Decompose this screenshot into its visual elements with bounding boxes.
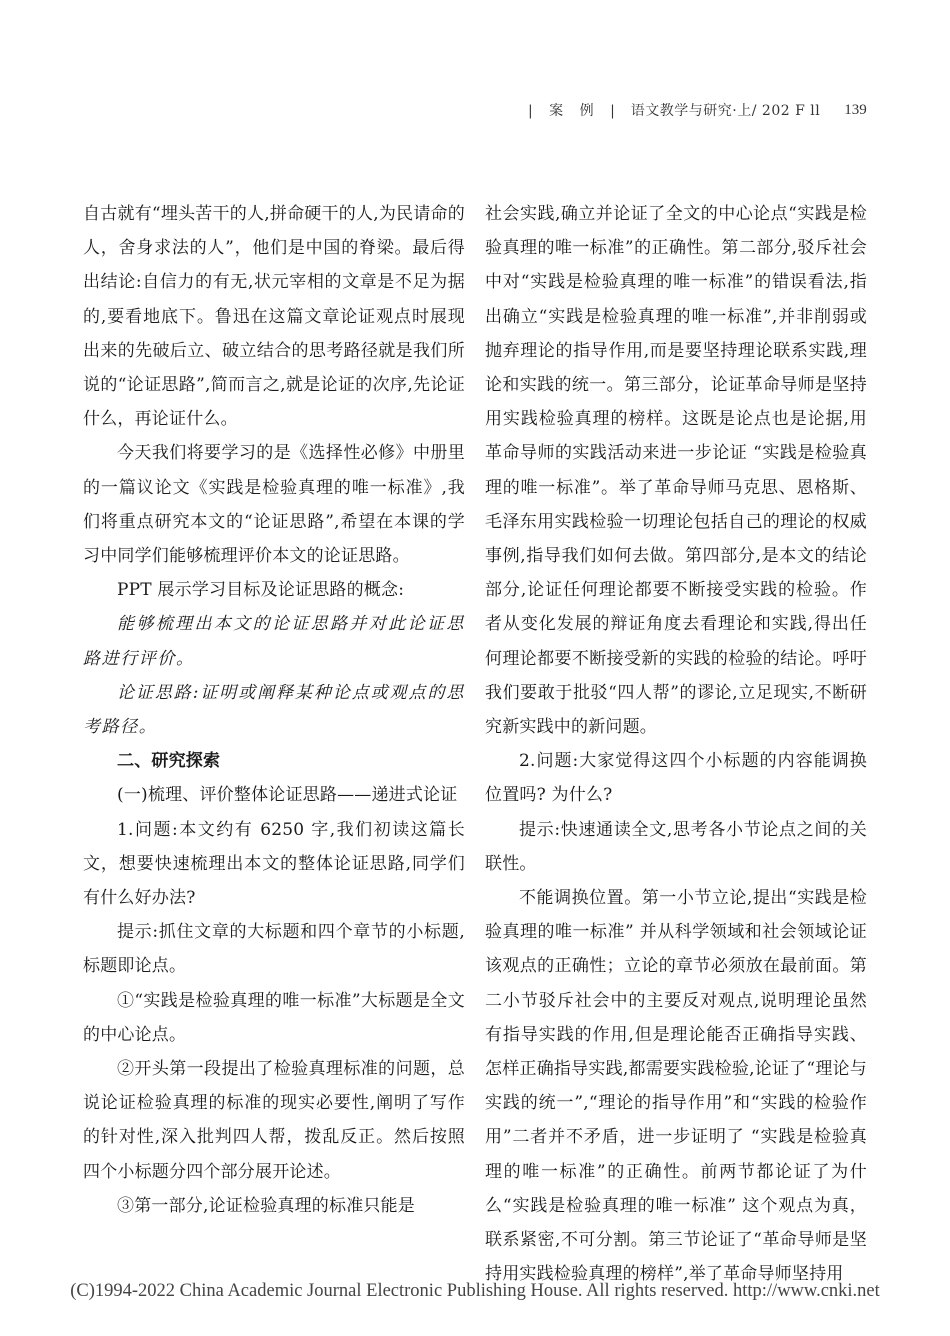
learning-goal-text: 能够梳理出本文的论证思路并对此论证思路进行评价。: [83, 614, 465, 669]
definition-text: 论证思路:证明或阐释某种论点或观点的思考路径。: [83, 682, 465, 738]
paragraph: ②开头第一段提出了检验真理标准的问题，总说论证检验真理的标准的现实必要性,阐明了写作的针对性,深入批判四人帮，拨乱反正。然后按照四个小标题分四个部分展开论述。: [83, 1059, 465, 1182]
section-heading: 二、研究探索: [117, 751, 221, 772]
journal-title: 语文教学与研究·上/ 202 F ll: [630, 103, 821, 119]
paragraph: 社会实践,确立并论证了全文的中心论点“实践是检验真理的唯一标准”的正确性。第二部分,驳斥社会中对“实践是检验真理的唯一标准”的错误看法,指出确立“实践是检验真理的唯一标准”,并非削弱或抛弃理论的指导作用,而是要坚持理论联系实践,理论和实践的统一。第三部分，论证革命导师是坚持用实践检验真理的榜样。这既是论点也是论据,用革命导师的实践活动来进一步论证 “实践是检验真理的唯一标准”。举了革命导师马克思、恩格斯、毛泽东用实践检验一切理论包括自己的理论的权威事例,指导我们如何去做。第四部分,是本文的结论部分,论证任何理论都要不断接受实践的检验。作者从变化发展的辩证角度去看理论和实践,得出任何理论都要不断接受新的实践的检验的结论。呼吁我们要敢于批驳“四人帮”的谬论,立足现实,不断研究新实践中的新问题。: [485, 204, 867, 738]
paragraph: 2.问题:大家觉得这四个小标题的内容能调换位置吗? 为什么?: [485, 751, 867, 806]
subsection-heading: (一)梳理、评价整体论证思路——递进式论证: [117, 785, 458, 806]
right-column: [485, 197, 867, 1292]
paragraph: 今天我们将要学习的是《选择性必修》中册里的一篇议论文《实践是检验真理的唯一标准》,我们将重点研究本文的“论证思路”,希望在本课的学习中同学们能够梳理评价本文的论证思路。: [83, 443, 465, 567]
left-column: [83, 197, 465, 1223]
paragraph: ①“实践是检验真理的唯一标准”大标题是全文的中心论点。: [83, 990, 465, 1045]
running-header: [528, 98, 868, 122]
paragraph: 自古就有“埋头苦干的人,拼命硬干的人,为民请命的人，舍身求法的人”，他们是中国的脊梁。最后得出结论:自信力的有无,状元宰相的文章是不足为据的,要看地底下。鲁迅在这篇文章论证观点时展现出来的先破后立、破立结合的思考路径就是我们所说的“论证思路”,简而言之,就是论证的次序,先论证什么，再论证什么。: [83, 204, 465, 430]
section-label: | 案 例 |: [528, 103, 621, 119]
paragraph: ③第一部分,论证检验真理的标准只能是: [117, 1195, 416, 1216]
page-number: 139: [844, 101, 867, 118]
paragraph: PPT 展示学习目标及论证思路的概念:: [117, 580, 405, 601]
copyright-footer: (C)1994-2022 China Academic Journal Electronic Publishing House. All rights reserved. http://www.cnki.net: [70, 1281, 880, 1301]
paragraph: 提示:快速通读全文,思考各小节论点之间的关联性。: [485, 819, 867, 874]
paragraph: 1.问题:本文约有 6250 字,我们初读这篇长文，想要快速梳理出本文的整体论证思路,同学们有什么好办法?: [83, 819, 465, 909]
paragraph: 提示:抓住文章的大标题和四个章节的小标题,标题即论点。: [83, 922, 465, 977]
paragraph: 不能调换位置。第一小节立论,提出“实践是检验真理的唯一标准” 并从科学领域和社会领域论证该观点的正确性；立论的章节必须放在最前面。第二小节驳斥社会中的主要反对观点,说明理论虽然有指导实践的作用,但是理论能否正确指导实践、怎样正确指导实践,都需要实践检验,论证了“理论与实践的统一”,“理论的指导作用”和“实践的检验作用”二者并不矛盾，进一步证明了 “实践是检验真理的唯一标准”的正确性。前两节都论证了为什么“实践是检验真理的唯一标准” 这个观点为真，联系紧密,不可分割。第三节论证了“革命导师是坚持用实践检验真理的榜样”,举了革命导师坚持用: [485, 888, 867, 1285]
